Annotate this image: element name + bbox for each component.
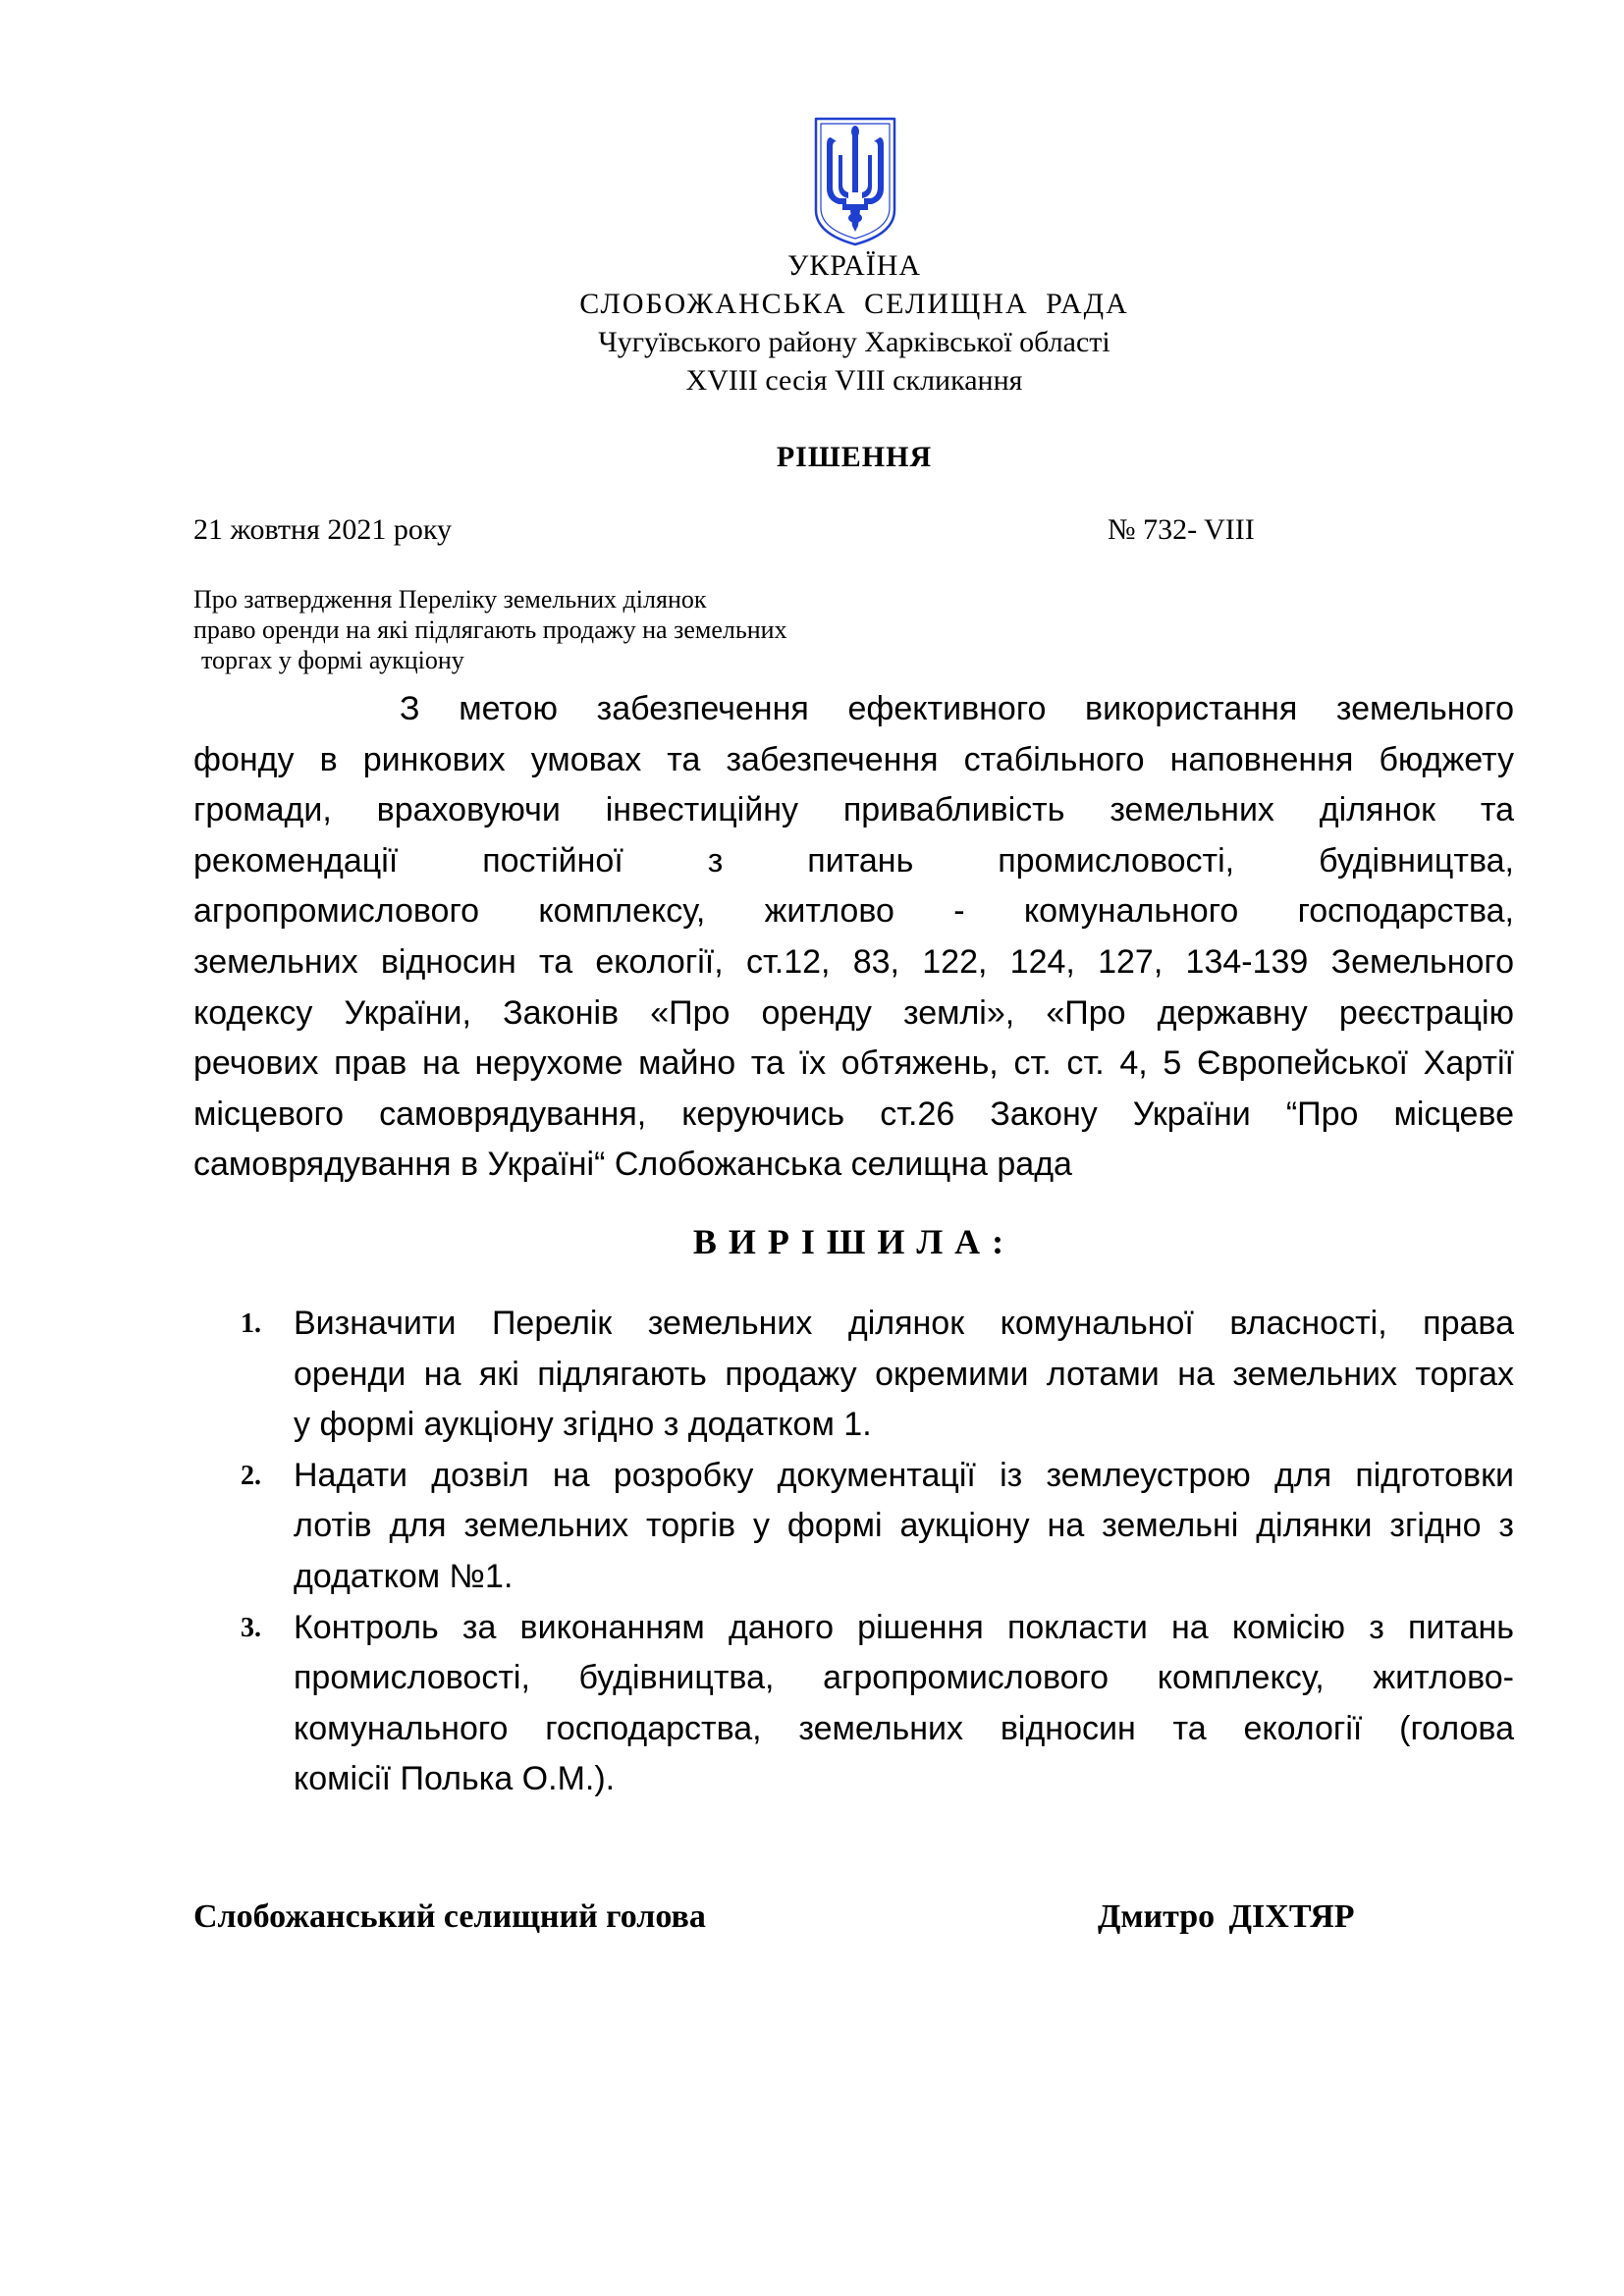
preamble-line: З метою забезпечення ефективного використання земельного [400, 690, 1514, 727]
preamble-line: кодексу України, Законів «Про оренду землі», «Про державну реєстрацію [193, 993, 1514, 1032]
list-item [193, 1451, 1514, 1603]
council-name: СЛОБОЖАНСЬКА СЕЛИЩНА РАДА [579, 288, 1129, 320]
preamble-line: громади, враховуючи інвестиційну привабливість земельних ділянок та [193, 791, 1514, 829]
signatory-position: Слобожанський селищний голова [193, 1898, 706, 1935]
preamble-line: самоврядування в Україні“ Слобожанська селищна рада [193, 1146, 1072, 1184]
preamble-line: земельних відносин та екології, ст.12, 83, 122, 124, 127, 134-139 Земельного [193, 942, 1514, 981]
district-name: Чугуївського району Харківської області [598, 326, 1110, 358]
decision-subject [193, 584, 787, 675]
item-line: додатком №1. [294, 1557, 514, 1595]
subject-line: Про затвердження Переліку земельних ділянок [193, 585, 707, 614]
subject-line: торгах у формі аукціону [201, 646, 464, 674]
item-line: Визначити Перелік земельних ділянок комунальної власності, права [294, 1305, 1514, 1342]
preamble-paragraph [193, 684, 1514, 1191]
document-title: РІШЕННЯ [776, 441, 933, 473]
item-number: 1. [241, 1308, 261, 1339]
preamble-line: речових прав на нерухоме майно та їх обтяжень, ст. ст. 4, 5 Європейської Хартії [193, 1044, 1514, 1083]
item-line: комунального господарства, земельних відносин та екології (голова [294, 1709, 1514, 1747]
preamble-line: рекомендації постійної з питань промисловості, будівництва, [193, 841, 1514, 880]
decision-number: № 732- VIII [1108, 513, 1255, 546]
coat-of-arms-icon [813, 116, 897, 247]
decided-heading: ВИРІШИЛА: [692, 1222, 1016, 1261]
preamble-line: місцевого самоврядування, керуючись ст.26 Закону України “Про місцеве [193, 1095, 1514, 1133]
decision-items [193, 1299, 1514, 1805]
country-name: УКРАЇНА [786, 249, 922, 282]
item-number: 2. [241, 1460, 261, 1491]
preamble-line: фонду в ринкових умовах та забезпечення стабільного наповнення бюджету [193, 740, 1514, 778]
list-item [193, 1299, 1514, 1451]
item-number: 3. [241, 1612, 261, 1643]
session-info: XVIII сесія VIII скликання [685, 364, 1023, 397]
signatory-name: Дмитро ДІХТЯР [1098, 1898, 1355, 1935]
preamble-line: агропромислового комплексу, житлово - комунального господарства, [193, 892, 1514, 931]
item-line: Надати дозвіл на розробку документації із землеустрою для підготовки [294, 1456, 1514, 1494]
subject-line: право оренди на які підлягають продажу на земельних [193, 615, 787, 644]
decision-date: 21 жовтня 2021 року [193, 513, 453, 546]
item-line: у формі аукціону згідно з додатком 1. [294, 1406, 872, 1444]
item-line: оренди на які підлягають продажу окремими лотами на земельних торгах [294, 1355, 1514, 1393]
list-item [193, 1603, 1514, 1805]
item-line: комісії Полька О.М.). [294, 1760, 616, 1798]
item-line: промисловості, будівництва, агропромислового комплексу, житлово- [294, 1659, 1514, 1697]
item-line: лотів для земельних торгів у формі аукціону на земельні ділянки згідно з [294, 1507, 1514, 1545]
item-line: Контроль за виконанням даного рішення покласти на комісію з питань [294, 1608, 1514, 1646]
